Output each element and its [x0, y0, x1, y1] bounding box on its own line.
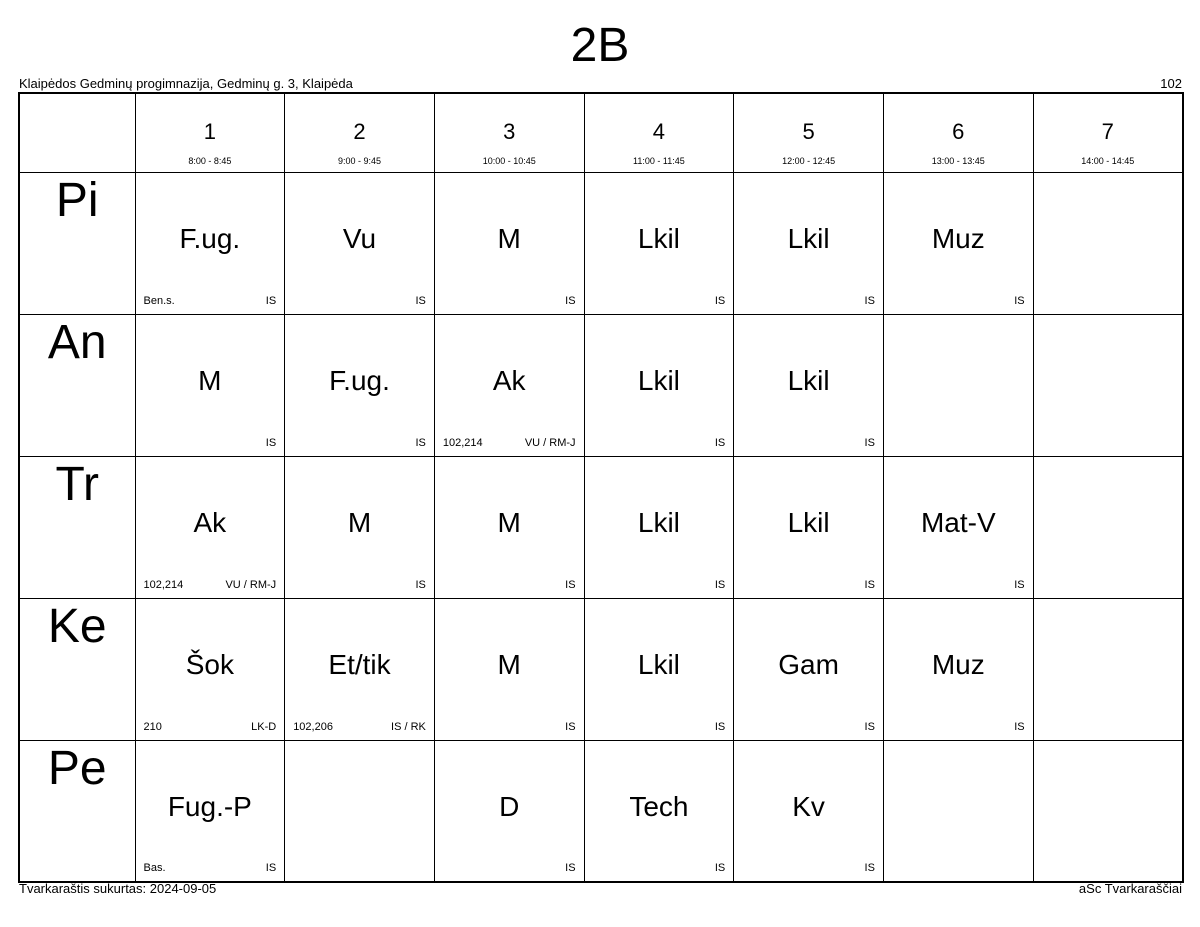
lesson-room: 210	[143, 720, 162, 733]
lesson-teacher: IS	[714, 436, 726, 449]
day-label: Pe	[19, 740, 135, 882]
period-header	[584, 93, 734, 172]
lesson-subject: Fug.-P	[167, 790, 252, 822]
lesson-subject: M	[497, 506, 521, 538]
lesson-subject: Vu	[342, 222, 377, 254]
software-credit: aSc Tvarkaraščiai	[1078, 881, 1182, 896]
period-time: 8:00 - 8:45	[188, 156, 232, 166]
lesson-subject: Lkil	[637, 364, 680, 396]
lesson-subject: Ak	[492, 364, 526, 396]
lesson-subject: Et/tik	[328, 648, 391, 680]
lesson-room: 102,214	[143, 578, 184, 591]
period-header	[434, 93, 584, 172]
lesson-subject: Lkil	[637, 222, 680, 254]
lesson-teacher: IS	[415, 294, 426, 307]
lesson-cell	[883, 172, 1033, 314]
lesson-teacher: IS / RK	[391, 720, 426, 733]
period-header-row	[19, 93, 1183, 172]
lesson-cell	[434, 456, 584, 598]
day-label: An	[19, 314, 135, 456]
lesson-cell	[434, 740, 584, 882]
lesson-teacher: IS	[864, 720, 875, 733]
lesson-cell	[734, 740, 884, 882]
period-header	[883, 93, 1033, 172]
lesson-subject: M	[198, 364, 222, 396]
lesson-subject: F.ug.	[179, 222, 241, 254]
lesson-cell	[135, 314, 285, 456]
lesson-cell	[1033, 314, 1183, 456]
day-label: Tr	[19, 456, 135, 598]
lesson-cell	[135, 598, 285, 740]
lesson-cell	[883, 314, 1033, 456]
lesson-cell	[734, 598, 884, 740]
period-time: 9:00 - 9:45	[338, 156, 382, 166]
period-header	[734, 93, 884, 172]
day-row	[19, 456, 1183, 598]
lesson-subject: F.ug.	[329, 364, 390, 396]
lesson-teacher: IS	[864, 578, 875, 591]
lesson-teacher: IS	[714, 578, 726, 591]
period-number: 1	[203, 119, 216, 144]
period-time: 14:00 - 14:45	[1081, 156, 1135, 166]
day-row	[19, 172, 1183, 314]
lesson-cell	[434, 314, 584, 456]
lesson-teacher: IS	[1014, 720, 1025, 733]
homeroom-number: 102	[1160, 76, 1182, 91]
lesson-room: 102,214	[442, 436, 483, 449]
lesson-teacher: IS	[565, 294, 576, 307]
period-number: 5	[802, 119, 815, 144]
period-time: 11:00 - 11:45	[633, 156, 685, 166]
period-header	[135, 93, 285, 172]
lesson-room: Ben.s.	[143, 294, 175, 307]
lesson-teacher: IS	[864, 862, 875, 874]
lesson-teacher: IS	[565, 720, 576, 733]
period-number: 4	[652, 119, 666, 144]
lesson-cell	[285, 172, 435, 314]
lesson-cell	[584, 740, 734, 882]
lesson-teacher: IS	[265, 436, 277, 449]
lesson-cell	[1033, 598, 1183, 740]
day-row	[19, 598, 1183, 740]
lesson-cell	[434, 598, 584, 740]
period-header	[285, 93, 435, 172]
lesson-teacher: IS	[1014, 578, 1025, 591]
lesson-subject: M	[497, 222, 521, 254]
period-number: 2	[353, 119, 366, 144]
lesson-subject: Lkil	[787, 364, 830, 396]
created-date: Tvarkaraštis sukurtas: 2024-09-05	[19, 881, 217, 896]
period-header	[1033, 93, 1183, 172]
lesson-subject: Šok	[185, 648, 234, 680]
lesson-subject: Lkil	[787, 222, 830, 254]
period-time: 12:00 - 12:45	[782, 156, 836, 166]
lesson-subject: Lkil	[637, 648, 680, 680]
lesson-cell	[1033, 172, 1183, 314]
lesson-teacher: IS	[415, 436, 426, 449]
lesson-subject: Kv	[792, 790, 825, 822]
lesson-cell	[584, 172, 734, 314]
lesson-cell	[584, 598, 734, 740]
lesson-teacher: IS	[415, 578, 426, 591]
lesson-cell	[285, 740, 435, 882]
corner-cell	[19, 93, 135, 172]
lesson-cell	[584, 456, 734, 598]
day-label: Pi	[19, 172, 135, 314]
lesson-cell	[883, 740, 1033, 882]
lesson-subject: Lkil	[787, 506, 830, 538]
lesson-teacher: IS	[265, 294, 277, 307]
lesson-subject: Tech	[629, 790, 689, 822]
lesson-teacher: IS	[1014, 294, 1025, 307]
lesson-teacher: VU / RM-J	[524, 436, 576, 449]
lesson-teacher: IS	[864, 294, 875, 307]
lesson-cell	[883, 456, 1033, 598]
class-title: 2B	[570, 19, 630, 72]
lesson-room: 102,206	[293, 720, 333, 733]
lesson-cell	[135, 456, 285, 598]
lesson-teacher: IS	[714, 720, 726, 733]
lesson-subject: Muz	[931, 648, 985, 680]
period-number: 7	[1101, 119, 1114, 144]
lesson-teacher: VU / RM-J	[225, 578, 277, 591]
lesson-cell	[883, 598, 1033, 740]
lesson-subject: Muz	[931, 222, 985, 254]
day-label: Ke	[19, 598, 135, 740]
lesson-cell	[584, 314, 734, 456]
period-number: 6	[952, 119, 965, 144]
lesson-teacher: IS	[714, 294, 726, 307]
lesson-subject: M	[497, 648, 521, 680]
lesson-subject: D	[499, 790, 520, 822]
lesson-teacher: IS	[565, 578, 576, 591]
lesson-cell	[285, 456, 435, 598]
period-time: 13:00 - 13:45	[931, 156, 985, 166]
lesson-teacher: IS	[265, 862, 277, 874]
lesson-room: Bas.	[143, 862, 166, 874]
lesson-cell	[1033, 740, 1183, 882]
lesson-cell	[285, 598, 435, 740]
period-number: 3	[503, 119, 516, 144]
lesson-cell	[734, 172, 884, 314]
lesson-subject: Gam	[778, 648, 839, 680]
lesson-teacher: IS	[565, 862, 576, 874]
lesson-teacher: LK-D	[251, 720, 277, 733]
lesson-cell	[734, 456, 884, 598]
lesson-subject: Mat-V	[920, 506, 996, 538]
lesson-cell	[1033, 456, 1183, 598]
day-row	[19, 740, 1183, 882]
lesson-teacher: IS	[864, 436, 875, 449]
lesson-cell	[285, 314, 435, 456]
timetable	[18, 92, 1184, 883]
day-row	[19, 314, 1183, 456]
lesson-cell	[135, 740, 285, 882]
school-name: Klaipėdos Gedminų progimnazija, Gedminų g. 3, Klaipėda	[19, 76, 353, 91]
lesson-teacher: IS	[714, 862, 726, 874]
lesson-cell	[434, 172, 584, 314]
lesson-subject: Ak	[193, 506, 227, 538]
lesson-cell	[734, 314, 884, 456]
lesson-subject: Lkil	[637, 506, 680, 538]
period-time: 10:00 - 10:45	[482, 156, 536, 166]
lesson-cell	[135, 172, 285, 314]
lesson-subject: M	[347, 506, 372, 538]
